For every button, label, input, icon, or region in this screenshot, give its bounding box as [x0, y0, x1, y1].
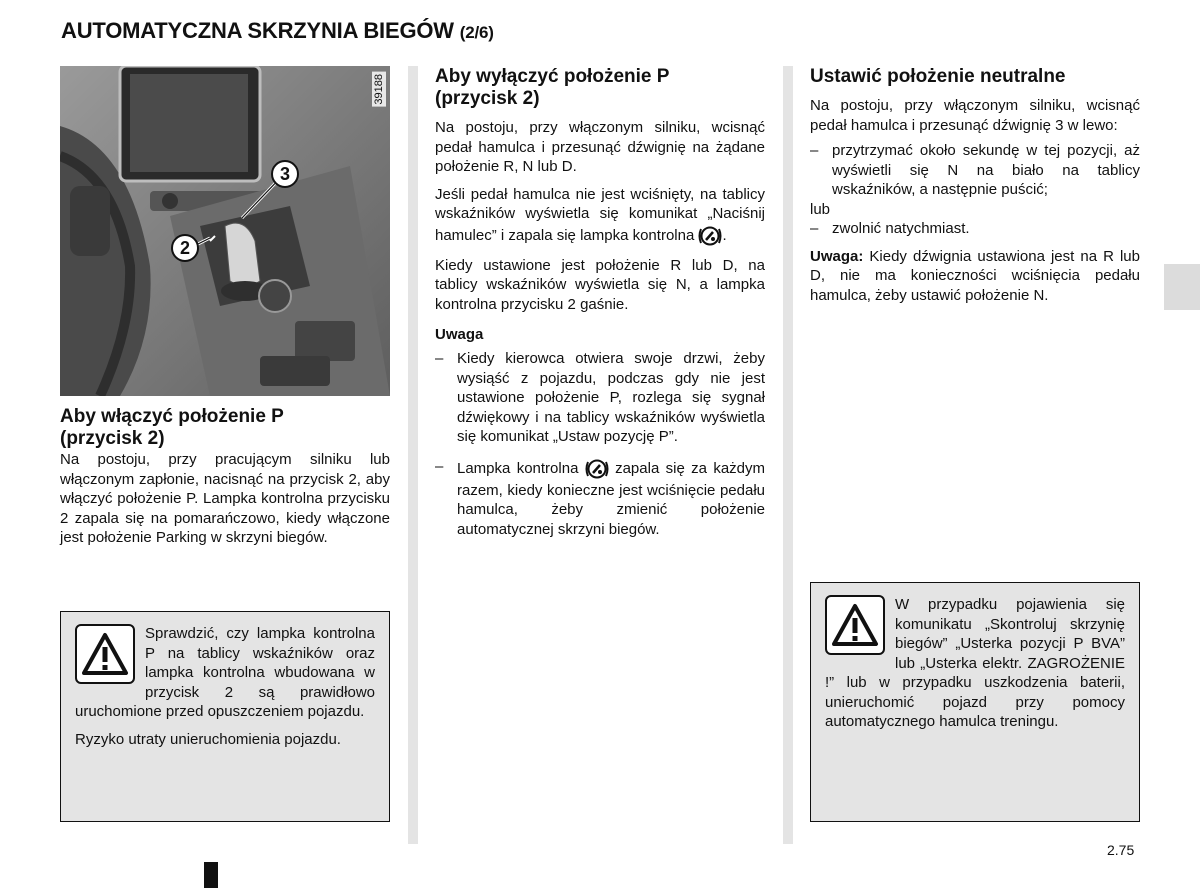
page-title-part: (2/6) — [459, 23, 494, 42]
warning-box — [810, 582, 1140, 822]
image-reference-code: 39188 — [373, 74, 385, 105]
note-paragraph — [810, 247, 1140, 306]
callout-3: 3 — [271, 160, 299, 188]
heading-line: Aby włączyć położenie P — [60, 406, 284, 427]
chapter-tab — [1164, 264, 1200, 310]
instruction-list — [810, 219, 1140, 239]
note-label: Uwaga: — [810, 247, 864, 265]
warning-text: Ryzyko utraty unieruchomienia pojazdu. — [75, 730, 341, 748]
heading-line: Aby wyłączyć położenie P — [435, 66, 670, 87]
note-text: Kiedy dźwignia ustawiona jest na R lub D, nie ma konieczności wciśnięcia pedału hamulca, żeby ustawić położenie N. — [810, 247, 1140, 304]
column-divider — [408, 66, 418, 844]
column-divider — [783, 66, 793, 844]
list-item-text: zapala się za każdym razem, kiedy konieczne jest wciśnięcie pedału hamulca, żeby zmienić położenie automatycznej skrzyni biegów. — [457, 459, 765, 538]
dashboard-illustration — [60, 66, 390, 396]
warning-text: Sprawdzić, czy lampka kontrolna P na tablicy wskaźników oraz lampka kontrolna wbudowana w przycisk 2 są prawidłowo uruchomione przed opuszczeniem pojazdu. — [75, 625, 375, 720]
paragraph-text: . — [722, 226, 727, 244]
print-mark — [204, 862, 218, 888]
page-number: 2.75 — [1107, 842, 1135, 858]
gear-selector-photo — [60, 66, 390, 396]
page-title — [61, 18, 494, 44]
note-title: Uwaga — [435, 326, 484, 343]
paragraph-text: Jeśli pedał hamulca nie jest wciśnięty, na tablicy wskaźników wyświetla się komunikat „Naciśnij hamulec” i zapala się lampka kontrolna — [435, 185, 765, 244]
paragraph: Na postoju, przy włączonym silniku, wcisnąć pedał hamulca i przesunąć dźwignię 3 w lewo: — [810, 97, 1140, 134]
paragraph: Na postoju, przy pracującym silniku lub włączonym zapłonie, nacisnąć na przycisk 2, aby włączyć położenie P. Lampka kontrolna przycisku 2 zapala się na pomarańczowo, kiedy włączone jest położenie Parking w skrzyni biegów. — [60, 451, 390, 546]
page-title-text: AUTOMATYCZNA SKRZYNIA BIEGÓW — [61, 18, 454, 43]
section-heading: Ustawić położenie neutralne — [810, 66, 1066, 87]
paragraph: Na postoju, przy włączonym silniku, wcisnąć pedał hamulca i przesunąć dźwignię na żądane położenie R, N lub D. — [435, 119, 765, 175]
heading-line: (przycisk 2) — [60, 428, 165, 449]
instruction-list — [810, 141, 1140, 200]
warning-triangle-icon — [75, 624, 135, 684]
list-item: – zwolnić natychmiast. — [810, 219, 1140, 239]
note-list — [435, 349, 765, 539]
paragraph: Kiedy ustawione jest położenie R lub D, na tablicy wskaźników wyświetla się N, a lampka kontrolna przycisku 2 gaśnie. — [435, 256, 765, 313]
section-heading — [60, 406, 390, 450]
list-item: – Kiedy kierowca otwiera swoje drzwi, żeby wysiąść z pojazdu, podczas gdy nie jest ustawione położenie P, rozlega się sygnał dźwiękowy i na tablicy wskaźników wyświetla się komunikat „Ustaw pozycję P”. — [435, 349, 765, 447]
list-item — [435, 457, 765, 540]
middle-column — [435, 66, 765, 539]
warning-text: W przypadku pojawienia się komunikatu „Skontroluj skrzynię biegów” „Usterka pozycji P BVA” lub „Usterka elektr. ZAGROŻENIE !” lub w przypadku uszkodzenia baterii, unieruchomić pojazd przy pomocy automatycznego hamulca treningu. — [825, 596, 1125, 730]
brake-pedal-warning-lamp-icon — [585, 457, 609, 481]
brake-pedal-warning-lamp-icon — [698, 224, 722, 248]
warning-box — [60, 611, 390, 822]
warning-triangle-icon — [825, 595, 885, 655]
heading-line: (przycisk 2) — [435, 88, 540, 109]
section-heading — [435, 66, 765, 110]
right-column — [810, 66, 1140, 305]
paragraph — [435, 185, 765, 248]
list-item-text: Lampka kontrolna — [457, 459, 579, 477]
callout-2: 2 — [171, 234, 199, 262]
or-text: lub — [810, 200, 831, 218]
left-column — [60, 66, 390, 548]
list-item: – przytrzymać około sekundę w tej pozycji, aż wyświetli się N na biało na tablicy wskaźników, a następnie puścić; — [810, 141, 1140, 200]
